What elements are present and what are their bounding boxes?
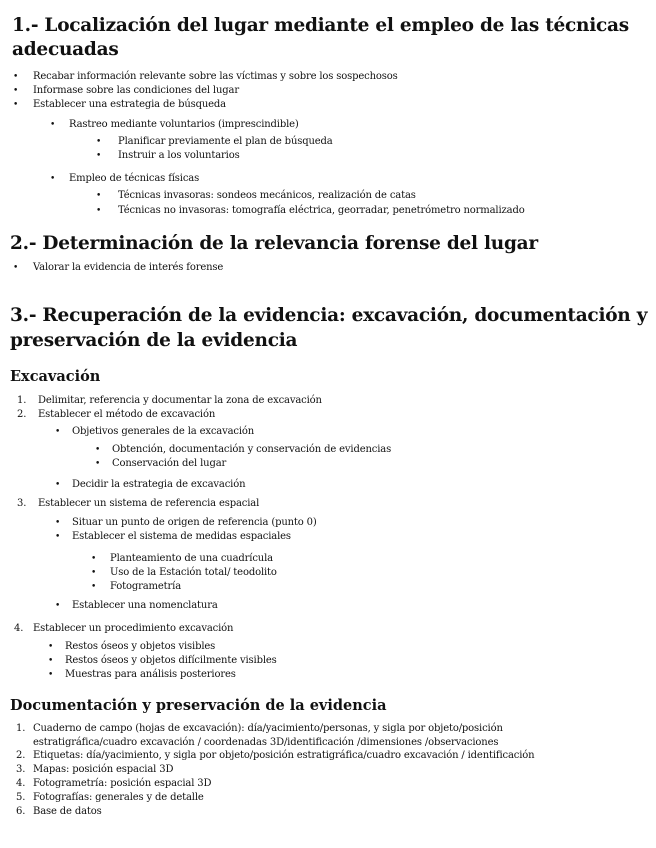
list-item: Delimitar, referencia y documentar la zona de excavación xyxy=(38,395,322,406)
section-1-title-line2: adecuadas xyxy=(12,39,119,60)
list-item: Establecer un sistema de referencia espacial xyxy=(38,498,260,509)
bullet-icon: • xyxy=(95,445,101,455)
list-number: 1. xyxy=(17,395,27,406)
list-item: Decidir la estrategia de excavación xyxy=(72,479,246,490)
list-item: Fotogrametría: posición espacial 3D xyxy=(33,778,212,789)
subsection-heading: Excavación xyxy=(10,368,101,385)
bullet-icon: • xyxy=(91,582,97,592)
bullet-icon: • xyxy=(96,191,102,201)
list-number: 4. xyxy=(14,623,24,634)
bullet-icon: • xyxy=(13,72,19,82)
list-item: Situar un punto de origen de referencia (punto 0) xyxy=(72,517,317,528)
bullet-icon: • xyxy=(55,601,61,611)
bullet-icon: • xyxy=(96,137,102,147)
list-item: Mapas: posición espacial 3D xyxy=(33,764,174,775)
list-item: Uso de la Estación total/ teodolito xyxy=(110,567,277,578)
list-item: Establecer una nomenclatura xyxy=(72,600,218,611)
bullet-icon: • xyxy=(13,100,19,110)
list-item: Rastreo mediante voluntarios (imprescindible) xyxy=(69,119,299,130)
list-number: 4. xyxy=(16,778,26,789)
section-3-title-line1: 3.- Recuperación de la evidencia: excavación, documentación y xyxy=(10,305,648,326)
bullet-icon: • xyxy=(55,427,61,437)
list-item: Planteamiento de una cuadrícula xyxy=(110,553,273,564)
list-number: 1. xyxy=(16,723,26,734)
list-item: Objetivos generales de la excavación xyxy=(72,426,255,437)
list-item: Técnicas no invasoras: tomografía eléctrica, georradar, penetrómetro normalizado xyxy=(118,205,525,216)
bullet-icon: • xyxy=(13,263,19,273)
section-3-title-line2: preservación de la evidencia xyxy=(10,330,298,351)
bullet-icon: • xyxy=(55,518,61,528)
bullet-icon: • xyxy=(96,206,102,216)
list-number: 2. xyxy=(17,409,27,420)
list-item: Base de datos xyxy=(33,806,102,817)
list-item: Restos óseos y objetos visibles xyxy=(65,641,216,652)
section-1-title-line1: 1.- Localización del lugar mediante el empleo de las técnicas xyxy=(12,15,629,36)
list-item: Conservación del lugar xyxy=(112,458,227,469)
bullet-icon: • xyxy=(96,151,102,161)
list-item: Informase sobre las condiciones del lugar xyxy=(33,85,239,96)
list-item: Empleo de técnicas físicas xyxy=(69,173,200,184)
list-item: Etiquetas: día/yacimiento, y sigla por objeto/posición estratigráfica/cuadro excavación / identificación xyxy=(33,750,535,761)
list-item: Instruir a los voluntarios xyxy=(118,150,240,161)
bullet-icon: • xyxy=(13,86,19,96)
bullet-icon: • xyxy=(48,656,54,666)
list-number: 3. xyxy=(17,498,27,509)
bullet-icon: • xyxy=(50,120,56,130)
list-item: Fotogrametría xyxy=(110,581,182,592)
list-item: Recabar información relevante sobre las víctimas y sobre los sospechosos xyxy=(33,71,398,82)
list-item: Fotografías: generales y de detalle xyxy=(33,792,204,803)
subsection-heading: Documentación y preservación de la evidencia xyxy=(10,697,387,714)
list-item: Establecer el sistema de medidas espaciales xyxy=(72,531,291,542)
list-item-continuation: estratigráfica/cuadro excavación / coordenadas 3D/identificación /dimensiones /observaciones xyxy=(33,737,499,748)
list-item: Establecer un procedimiento excavación xyxy=(33,623,234,634)
bullet-icon: • xyxy=(48,642,54,652)
section-2-title: 2.- Determinación de la relevancia forense del lugar xyxy=(10,233,538,254)
bullet-icon: • xyxy=(91,568,97,578)
bullet-icon: • xyxy=(91,554,97,564)
list-number: 3. xyxy=(16,764,26,775)
list-item: Técnicas invasoras: sondeos mecánicos, realización de catas xyxy=(118,190,416,201)
bullet-icon: • xyxy=(50,174,56,184)
bullet-icon: • xyxy=(95,459,101,469)
list-item: Obtención, documentación y conservación de evidencias xyxy=(112,444,392,455)
list-item: Restos óseos y objetos difícilmente visibles xyxy=(65,655,277,666)
list-number: 2. xyxy=(16,750,26,761)
list-number: 5. xyxy=(16,792,26,803)
list-item: Planificar previamente el plan de búsqueda xyxy=(118,136,333,147)
list-item: Establecer el método de excavación xyxy=(38,409,216,420)
bullet-icon: • xyxy=(55,480,61,490)
list-item: Cuaderno de campo (hojas de excavación): día/yacimiento/personas, y sigla por objeto/posición xyxy=(33,723,503,734)
list-item: Muestras para análisis posteriores xyxy=(65,669,236,680)
bullet-icon: • xyxy=(48,670,54,680)
list-item: Establecer una estrategia de búsqueda xyxy=(33,99,226,110)
list-number: 6. xyxy=(16,806,26,817)
list-item: Valorar la evidencia de interés forense xyxy=(33,262,224,273)
bullet-icon: • xyxy=(55,532,61,542)
